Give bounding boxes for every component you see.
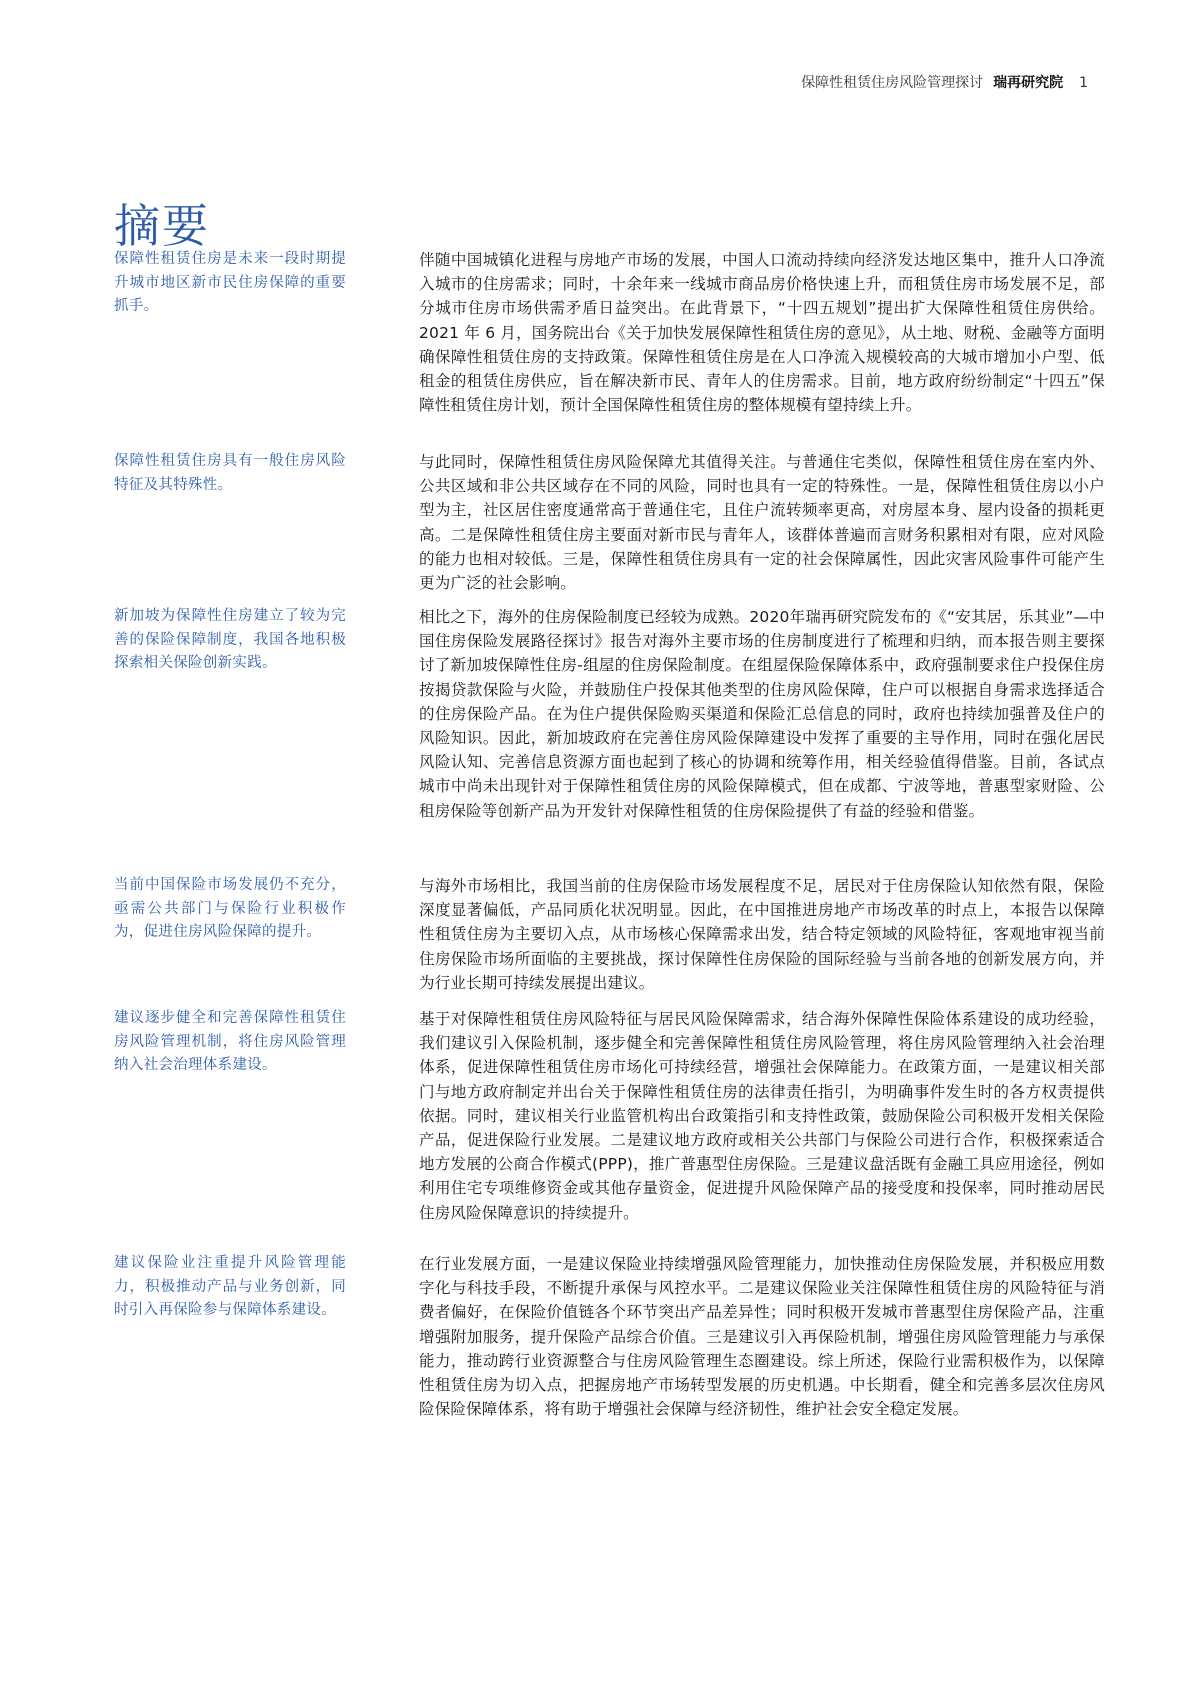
body-paragraph: 在行业发展方面，一是建议保险业持续增强风险管理能力，加快推动住房保险发展，并积极应用数字化与科技手段，不断提升承保与风控水平。二是建议保险业关注保障性租赁住房的风险特征与消费者偏好，在保险价值链各个环节突出产品差异性；同时积极开发城市普惠型住房保险产品，注重增强附加服务，提升保险产品综合价值。三是建议引入再保险机制，增强住房风险管理能力与承保能力，推动跨行业资源整合与住房风险管理生态圈建设。综上所述，保险行业需积极作为，以保障性租赁住房为切入点，把握房地产市场转型发展的历史机遇。中长期看，健全和完善多层次住房风险保险保障体系，将有助于增强社会保障与经济韧性，维护社会安全稳定发展。 <box>419 1255 1105 1419</box>
page-header <box>801 72 1088 92</box>
page-number: 1 <box>1079 75 1088 91</box>
sidebar-summary: 当前中国保险市场发展仍不充分，亟需公共部门与保险行业积极作为，促进住房风险保障的提升。 <box>114 877 346 940</box>
sidebar-summary: 建议逐步健全和完善保障性租赁住房风险管理机制，将住房风险管理纳入社会治理体系建设。 <box>114 1010 346 1073</box>
page-title: 摘要 <box>114 199 210 253</box>
sidebar-summary: 新加坡为保障性住房建立了较为完善的保险保障制度，我国各地积极探索相关保险创新实践。 <box>114 608 346 671</box>
sidebar-summary: 保障性租赁住房是未来一段时期提升城市地区新市民住房保障的重要抓手。 <box>114 251 346 314</box>
body-paragraph: 与此同时，保障性租赁住房风险保障尤其值得关注。与普通住宅类似，保障性租赁住房在室内外、公共区域和非公共区域存在不同的风险，同时也具有一定的特殊性。一是，保障性租赁住房以小户型为主，社区居住密度通常高于普通住宅，且住户流转频率更高，对房屋本身、屋内设备的损耗更高。二是保障性租赁住房主要面对新市民与青年人，该群体普遍而言财务积累相对有限，应对风险的能力也相对较低。三是，保障性租赁住房具有一定的社会保障属性，因此灾害风险事件可能产生更为广泛的社会影响。 <box>419 453 1105 593</box>
body-paragraph: 与海外市场相比，我国当前的住房保险市场发展程度不足，居民对于住房保险认知依然有限，保险深度显著偏低，产品同质化状况明显。因此，在中国推进房地产市场改革的时点上，本报告以保障性租赁住房为主要切入点，从市场核心保障需求出发，结合特定领域的风险特征，客观地审视当前住房保险市场所面临的主要挑战，探讨保障性住房保险的国际经验与当前各地的创新发展方向，并为行业长期可持续发展提出建议。 <box>419 877 1105 992</box>
report-title: 保障性租赁住房风险管理探讨 <box>801 75 984 91</box>
institute-name: 瑞再研究院 <box>993 75 1064 91</box>
body-paragraph: 相比之下，海外的住房保险制度已经较为成熟。2020年瑞再研究院发布的《“安其居，乐其业”—中国住房保险发展路径探讨》报告对海外主要市场的住房制度进行了梳理和归纳，而本报告则主要探讨了新加坡保障性住房-组屋的住房保险制度。在组屋保险保障体系中，政府强制要求住户投保住房按揭贷款保险与火险，并鼓励住户投保其他类型的住房风险保障，住户可以根据自身需求选择适合的住房保险产品。在为住户提供保险购买渠道和保险汇总信息的同时，政府也持续加强普及住户的风险知识。因此，新加坡政府在完善住房风险保障建设中发挥了重要的主导作用，同时在强化居民风险认知、完善信息资源方面也起到了核心的协调和统筹作用，相关经验值得借鉴。目前，各试点城市中尚未出现针对于保障性租赁住房的风险保障模式，但在成都、宁波等地，普惠型家财险、公租房保险等创新产品为开发针对保障性租赁的住房保险提供了有益的经验和借鉴。 <box>419 608 1105 820</box>
sidebar-summary: 建议保险业注重提升风险管理能力，积极推动产品与业务创新，同时引入再保险参与保障体系建设。 <box>114 1255 346 1318</box>
body-paragraph: 伴随中国城镇化进程与房地产市场的发展，中国人口流动持续向经济发达地区集中，推升人口净流入城市的住房需求；同时，十余年来一线城市商品房价格快速上升，而租赁住房市场发展不足，部分城市住房市场供需矛盾日益突出。在此背景下，“十四五规划”提出扩大保障性租赁住房供给。2021 年 6 月，国务院出台《关于加快发展保障性租赁住房的意见》，从土地、财税、金融等方面明确保障性租赁住房的支持政策。保障性租赁住房是在人口净流入规模较高的大城市增加小户型、低租金的租赁住房供应，旨在解决新市民、青年人的住房需求。目前，地方政府纷纷制定“十四五”保障性租赁住房计划，预计全国保障性租赁住房的整体规模有望持续上升。 <box>419 251 1105 415</box>
body-paragraph: 基于对保障性租赁住房风险特征与居民风险保障需求，结合海外保障性保险体系建设的成功经验，我们建议引入保险机制，逐步健全和完善保障性租赁住房风险管理，将住房风险管理纳入社会治理体系，促进保障性租赁住房市场化可持续经营，增强社会保障能力。在政策方面，一是建议相关部门与地方政府制定并出台关于保障性租赁住房的法律责任指引，为明确事件发生时的各方权责提供依据。同时，建议相关行业监管机构出台政策指引和支持性政策，鼓励保险公司积极开发相关保险产品，促进保险行业发展。二是建议地方政府或相关公共部门与保险公司进行合作，积极探索适合地方发展的公商合作模式(PPP)，推广普惠型住房保险。三是建议盘活既有金融工具应用途径，例如利用住宅专项维修资金或其他存量资金，促进提升风险保障产品的接受度和投保率，同时推动居民住房风险保障意识的持续提升。 <box>419 1010 1105 1222</box>
sidebar-summary: 保障性租赁住房具有一般住房风险特征及其特殊性。 <box>114 453 346 493</box>
